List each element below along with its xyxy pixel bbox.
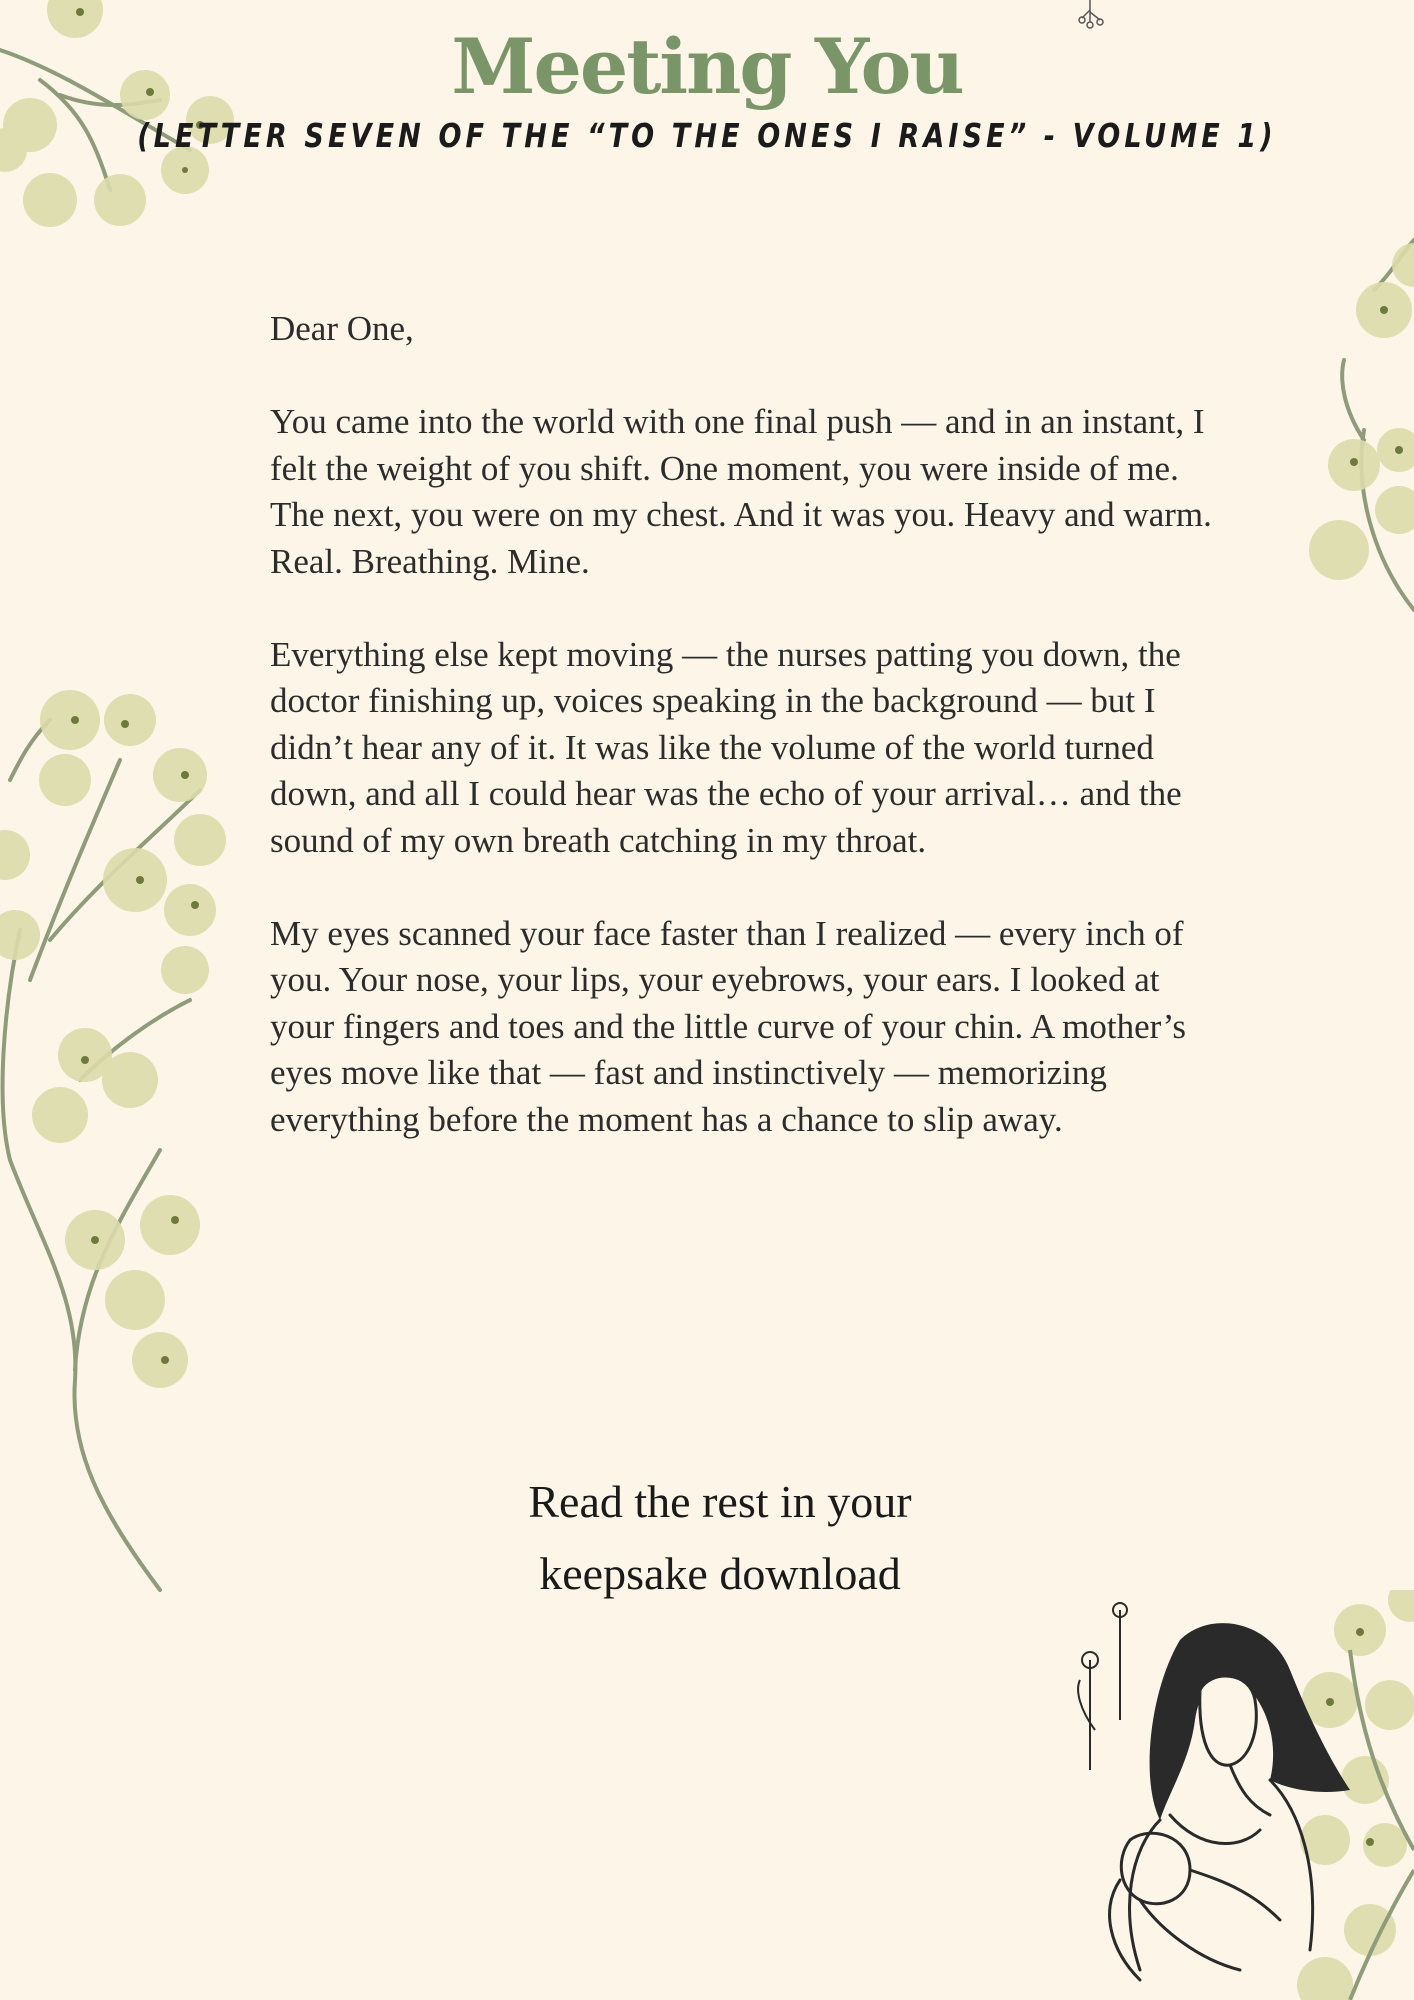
letter-paragraph: My eyes scanned your face faster than I realized — every inch of you. Your nose, your lips, your eyebrows, your ears. I looked at your fingers and toes and the little curve of your chin. A mother’s eyes move like that — fast and instinctively — memorizing everything before the moment has a chance to slip away. [270,913,1186,1139]
cta-line-1: Read the rest in your [528,1476,912,1527]
flower-sprig-left [0,680,240,1600]
page-title: Meeting You [451,22,963,111]
letter-paragraph: Everything else kept moving — the nurses patting you down, the doctor finishing up, voices speaking in the background — but I didn’t hear any of it. It was like the volume of the world turned down, and all I could hear was the echo of your arrival… and the sound of my own breath catching in my throat. [270,634,1182,860]
letter-greeting: Dear One, [270,309,414,348]
letter-body [270,306,1230,1190]
cta-line-2: keepsake download [539,1548,901,1599]
letter-paragraph: You came into the world with one final push — and in an instant, I felt the weight of you shift. One moment, you were inside of me. The next, you were on my chest. And it was you. Heavy and warm. Real. Breathing. Mine. [270,402,1212,581]
keepsake-download-callout [420,1466,1020,1610]
flower-sprig-right [1284,230,1414,650]
mother-and-baby-illustration [1050,1590,1414,2000]
page-subtitle: (LETTER SEVEN OF THE “TO THE ONES I RAISE” - VOLUME 1) [137,116,1277,155]
